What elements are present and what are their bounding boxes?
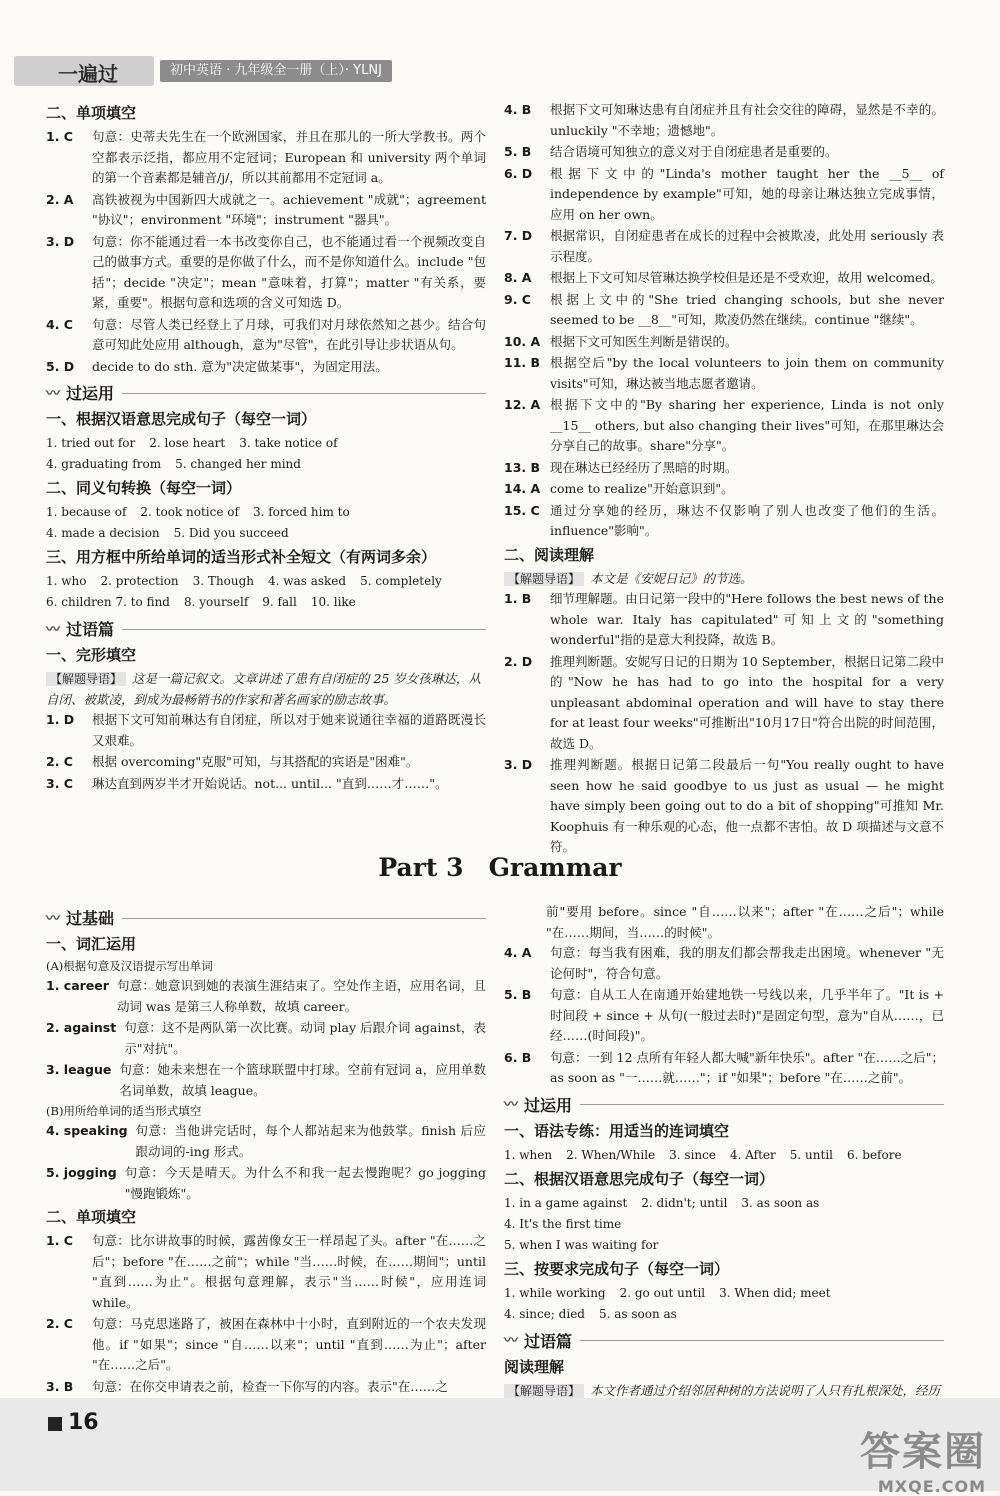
item-explanation: 根据空后"by the local volunteers to join them on community visits"可知，琳达被当地志愿者邀请。 [550, 355, 944, 391]
item-explanation: 句意：史蒂夫先生在一个欧洲国家，并且在那儿的一所大学教书。两个空都表示泛指，都应用不定冠词；European 和 university 两个单词的第一个音素都是辅音/j/，所以其前都用不定冠词 a。 [92, 129, 486, 185]
item-explanation: 句意：一到 12 点所有年轻人都大喊"新年快乐"。after "在……之后"；as soon as "一……就……"；if "如果"；before "在……之前"。 [550, 1049, 944, 1085]
item-number: 1. D [46, 712, 75, 727]
answer: 2. didn't; until [641, 1195, 728, 1210]
band-basics: 〰 过基础 [46, 906, 486, 929]
answer: 5. changed her mind [175, 457, 301, 471]
item-number: 2. D [504, 653, 533, 669]
section-title: 二、阅读理解 [504, 545, 595, 564]
answer-item [46, 1163, 486, 1204]
item-explanation: 根据上下文可知尽管琳达换学校但是还是不受欢迎，故用 welcomed。 [550, 270, 943, 285]
section-title: 三、用方框中所给单词的适当形式补全短文（有两词多余） [46, 548, 437, 566]
answer: 3. take notice of [239, 436, 338, 450]
item-explanation: 现在琳达已经经历了黑暗的时期。 [550, 459, 738, 475]
continued-text: 前"要用 before。since "自……以来"；after "在……之后"；while "在……期间，当……的时候"。 [546, 904, 944, 940]
answer-item [504, 1048, 944, 1089]
item-number: 2. against [46, 1020, 117, 1035]
answer: 3. since [669, 1147, 716, 1162]
answer-line [46, 502, 486, 523]
bl-b-list [46, 1121, 486, 1204]
answer-item [46, 1060, 486, 1101]
answer: 5. as soon as [598, 1306, 677, 1321]
answer-line [46, 433, 486, 454]
item-explanation: 根据 overcoming"克服"可知，与其搭配的宾语是"困难"。 [92, 754, 419, 769]
answer-item [46, 1018, 486, 1059]
answer-item [46, 1121, 486, 1162]
answer: 6. before [847, 1147, 902, 1162]
item-explanation: come to realize"开始意识到"。 [550, 481, 734, 496]
item-explanation: 句意：当他讲完话时，每个人都站起来为他鼓掌。finish 后应跟动词的-ing 形式。 [135, 1123, 486, 1159]
answer: 1. tried out for [46, 436, 136, 450]
tl-s2-answers [46, 433, 486, 475]
item-number: 14. A [504, 481, 541, 496]
section-title: 二、同义句转换（每空一词） [46, 479, 242, 497]
answer: 5. completely [360, 574, 442, 588]
item-explanation: 琳达直到两岁半才开始说话。not... until... "直到……才……"。 [92, 775, 448, 791]
answer: 3. When did; meet [719, 1285, 831, 1300]
item-number: 3. B [46, 1378, 74, 1394]
item-explanation: 句意：她意识到她的表演生涯结束了。空处作主语，应用名词，且动词 was 是第三人称单数，故填 career。 [116, 978, 486, 1014]
item-number: 10. A [504, 333, 541, 349]
item-number: 5. D [46, 358, 75, 374]
section-title: 三、按要求完成句子（每空一词） [504, 1259, 730, 1278]
answer-line [504, 1193, 944, 1235]
item-explanation: 根据下文可知琳达患有自闭症并且有社会交往的障碍，显然是不幸的。unluckily "不幸地；遗憾地"。 [550, 102, 944, 138]
answer-item [46, 710, 486, 751]
answer-item [504, 589, 944, 651]
item-explanation: 根据下文中的"By sharing her experience, Linda is not only __15__ others, but also changing their lives"可知，在那里琳达会分享自己的故事。share"分享"。 [550, 397, 944, 453]
answer: 4. was asked [268, 574, 347, 588]
tl-s3-answers [46, 502, 486, 544]
item-explanation: 句意：在你交申请表之前，检查一下你写的内容。表示"在……之 [92, 1378, 448, 1394]
item-explanation: decide to do sth. 意为"决定做某事"，为固定用法。 [92, 358, 388, 374]
wave-icon: 〰 [46, 910, 60, 927]
top-right-column [504, 100, 944, 859]
answer-item [504, 100, 944, 141]
answer-item [46, 1377, 486, 1398]
bl-a-list [46, 976, 486, 1101]
item-number: 13. B [504, 459, 541, 475]
wave-icon: 〰 [46, 385, 60, 402]
item-explanation: 句意：自从工人在南通开始建地铁一号线以来，几乎半年了。"It is + 时间段 + since + 从句(一般过去时)"是固定句型，意为"自从……，已经……(时间段)"。 [550, 987, 944, 1043]
answer: 1. when [504, 1147, 553, 1162]
answer: 4. After [729, 1147, 776, 1162]
item-number: 3. D [504, 757, 533, 772]
answer-line [504, 1304, 944, 1325]
item-number: 3. C [46, 775, 73, 791]
item-number: 9. C [504, 291, 531, 307]
item-explanation: 根据下文可知医生判断是错误的。 [550, 333, 738, 349]
item-explanation: 根据下文中的"Linda's mother taught her the __5__ of independence by example"可知，她的母亲让琳达独立完成事情，应用 on her own。 [550, 165, 944, 222]
answer-line [504, 1235, 944, 1256]
band-apply: 〰 过运用 [46, 381, 486, 404]
answer-item [46, 1314, 486, 1376]
book-title: 初中英语 · 九年级全一册（上）· YLNJ [160, 60, 392, 82]
answer-item [504, 479, 944, 500]
section-title: 一、词汇运用 [46, 935, 137, 953]
br-s1-answers [504, 1145, 944, 1166]
bl-s2-list [46, 1231, 486, 1397]
wave-icon: 〰 [46, 621, 60, 638]
item-explanation: 根据上文中的"She tried changing schools, but she never seemed to be __8__"可知，欺凌仍然在继续。continue "继续"。 [550, 291, 944, 327]
answer: 3. Though [192, 574, 255, 588]
item-explanation: 句意：马克思迷路了，被困在森林中十小时，直到附近的一个农夫发现他。if "如果"；since "自……以来"；until "直到……为止"；after "在……之后"。 [92, 1316, 486, 1372]
br-s2-answers [504, 1193, 944, 1256]
subsection-title: (A)根据句意及汉语提示写出单词 [46, 959, 213, 973]
band-apply: 〰 过运用 [504, 1093, 944, 1116]
item-explanation: 句意：这不是两队第一次比赛。动词 play 后跟介词 against，表示"对抗"。 [124, 1020, 486, 1056]
answer: 1. in a game against [504, 1195, 628, 1210]
tr-s2-list [504, 589, 944, 858]
answer-item [504, 268, 944, 289]
answer: 2. lose heart [149, 436, 226, 450]
answer-item [504, 226, 944, 267]
section-title: 一、完形填空 [46, 646, 137, 664]
item-explanation: 通过分享她的经历，琳达不仅影响了别人也改变了他们的生活。influence"影响"。 [550, 502, 944, 538]
answer-item [504, 395, 944, 457]
item-explanation: 根据常识，自闭症患者在成长的过程中会被欺凌，此处用 seriously 表示程度。 [550, 228, 944, 264]
watermark: 答案圈 MXQE.COM [860, 1429, 986, 1496]
answer: 2. When/While [566, 1147, 656, 1162]
guide-note: 【解题导语】 本文作者通过介绍邻居种树的方法说明了人只有扎根深处，经历 [504, 1381, 944, 1422]
answer: 2. took notice of [140, 505, 239, 519]
item-number: 8. A [504, 270, 532, 285]
answer-item [504, 501, 944, 542]
footer-bar [0, 1398, 1000, 1491]
wave-icon: 〰 [504, 1097, 518, 1113]
tl-s5-list [46, 710, 486, 794]
section-title: 二、根据汉语意思完成句子（每空一词） [504, 1169, 775, 1188]
answer-item [46, 357, 486, 378]
item-number: 6. B [504, 1049, 532, 1065]
item-explanation: 句意：你不能通过看一本书改变你自己，也不能通过看一个视频改变自己的做事方式。重要的是你做了什么，而不是你知道什么。include "包括"；decide "决定"；mean "意味着，打算"；matter "有关系，要紧，重要"。根据句意和选项的含义可知选 D。 [92, 233, 486, 310]
item-number: 3. league [46, 1062, 112, 1077]
item-explanation: 句意：她未来想在一个篮球联盟中打球。空前有冠词 a，应用单数名词单数，故填 league。 [119, 1062, 486, 1098]
answer-line [504, 1283, 944, 1304]
item-explanation: 根据下文可知前琳达有自闭症，所以对于她来说通往幸福的道路既漫长又艰难。 [92, 712, 486, 748]
section-title: 阅读理解 [504, 1357, 565, 1376]
answer-item [504, 943, 944, 984]
item-number: 2. C [46, 754, 73, 769]
item-number: 11. B [504, 355, 541, 370]
item-explanation: 句意：尽管人类已经登上了月球，可我们对月球依然知之甚少。结合句意可知此处应用 although，意为"尽管"，在此引导让步状语从句。 [92, 316, 486, 352]
item-number: 1. C [46, 129, 73, 144]
br-list [504, 943, 944, 1089]
item-explanation: 结合语境可知独立的意义对于自闭症患者是重要的。 [550, 144, 838, 159]
answer-item [504, 652, 944, 755]
answer-line [46, 592, 486, 613]
answer: 9. fall [262, 595, 297, 609]
answer: 3. as soon as [741, 1195, 820, 1210]
item-explanation: 推理判断题。根据日记第二段最后一句"You really ought to have seen how he said goodbye to us just as usual — he might have simply been going out to do a bit of shopping"可推知 Mr. Koophuis 有一种乐观的心态，他一点都不害怕。故 D 项描述与文意不符。 [550, 757, 944, 854]
item-number: 5. B [504, 144, 532, 159]
answer: 5. when I was waiting for [504, 1237, 659, 1252]
item-number: 15. C [504, 502, 540, 518]
item-number: 4. speaking [46, 1123, 128, 1138]
guide-note: 【解题导语】 本文是《安妮日记》的节选。 [504, 569, 944, 590]
answer-item [46, 774, 486, 795]
answer: 5. until [789, 1147, 833, 1162]
tr-list [504, 100, 944, 542]
answer-item [46, 127, 486, 189]
answer: 2. protection [100, 574, 179, 588]
wave-icon: 〰 [504, 1333, 518, 1349]
br-s3-answers [504, 1283, 944, 1325]
answer-item [504, 142, 944, 163]
answer-item [46, 752, 486, 773]
answer-line [46, 523, 486, 544]
item-explanation: 句意：每当我有困难，我的朋友们都会帮我走出困境。whenever "无论何时"，符合句意。 [550, 945, 944, 981]
answer: 4. It's the first time [504, 1216, 622, 1231]
answer: 5. Did you succeed [173, 526, 289, 540]
item-number: 1. B [504, 591, 532, 606]
item-number: 2. A [46, 191, 74, 207]
section-title: 一、根据汉语意思完成句子（每空一词） [46, 410, 317, 428]
answer-item [504, 290, 944, 331]
answer: 8. yourself [184, 595, 249, 609]
answer-item [46, 315, 486, 356]
item-number: 7. D [504, 228, 533, 243]
item-number: 4. A [504, 945, 532, 960]
answer-item [46, 1231, 486, 1313]
band-passage: 〰 过语篇 [46, 617, 486, 640]
answer: 4. made a decision [46, 526, 160, 540]
item-explanation: 细节理解题。由日记第一段中的"Here follows the best news of the whole war. Italy has capitulated"可知上文的"something wonderful"指的是意大利投降，故选 B。 [550, 591, 944, 647]
answer-line [504, 1145, 944, 1166]
item-number: 6. D [504, 165, 533, 181]
answer: 1. who [46, 574, 87, 588]
answer-line [46, 571, 486, 592]
page-number: 16 [68, 1410, 99, 1435]
tl-s4-answers [46, 571, 486, 613]
item-explanation: 句意：今天是晴天。为什么不和我一起去慢跑呢？go jogging "慢跑锻炼"。 [124, 1165, 486, 1201]
item-explanation: 句意：比尔讲故事的时候，露茜像女王一样昂起了头。after "在……之后"；before "在……之前"；while "当……时候，在……期间"；until "直到……为止"。根据句意理解，表示"当……时候"，应用连词 while。 [92, 1233, 486, 1310]
section-title: 二、单项填空 [46, 104, 137, 122]
item-number: 5. B [504, 987, 532, 1002]
item-explanation: 高铁被视为中国新四大成就之一。achievement "成就"；agreement "协议"；environment "环境"；instrument "器具"。 [92, 191, 486, 227]
item-number: 1. C [46, 1233, 73, 1248]
item-explanation: 推理判断题。安妮写日记的日期为 10 September，根据日记第二段中的"Now he has had to go into the hospital for a very unpleasant abdominal operation and will have to stay there for at least four weeks"可推断出"10月17日"符合出院的时间范围，故选 D。 [550, 653, 944, 751]
section-title: 一、语法专练：用适当的连词填空 [504, 1121, 730, 1140]
answer-item [504, 755, 944, 858]
answer: 4. since; died [504, 1306, 585, 1321]
answer-item [504, 985, 944, 1047]
bottom-right-column [504, 902, 944, 1422]
item-number: 4. B [504, 102, 532, 117]
answer: 1. because of [46, 505, 127, 519]
brand-logo: 一遍过 [58, 62, 118, 86]
answer: 4. graduating from [46, 457, 162, 471]
subsection-title: (B)用所给单词的适当形式填空 [46, 1104, 202, 1118]
answer: 6. children 7. to find [46, 595, 170, 609]
band-passage: 〰 过语篇 [504, 1329, 944, 1352]
answer-item [504, 353, 944, 394]
top-left-column [46, 100, 486, 795]
part-title: Part 3 Grammar [378, 853, 622, 882]
tl-s1-list [46, 127, 486, 377]
answer-item [504, 332, 944, 353]
bottom-left-column [46, 902, 486, 1398]
item-number: 4. C [46, 316, 73, 332]
item-number: 2. C [46, 1316, 73, 1331]
answer: 2. go out until [619, 1285, 706, 1300]
section-title: 二、单项填空 [46, 1208, 137, 1226]
guide-note: 【解题导语】 这是一篇记叙文。文章讲述了患有自闭症的 25 岁女孩琳达，从自闭、被欺凌，到成为最畅销书的作家和著名画家的励志故事。 [46, 671, 481, 707]
answer-item [46, 190, 486, 231]
answer: 10. like [310, 595, 356, 609]
answer: 1. while working [504, 1285, 606, 1300]
answer-item [504, 164, 944, 226]
answer-item [504, 458, 944, 479]
item-number: 1. career [46, 978, 109, 993]
answer-item [46, 232, 486, 314]
answer-line [46, 454, 486, 475]
answer-item [46, 976, 486, 1017]
item-number: 12. A [504, 397, 541, 412]
answer: 3. forced him to [252, 505, 350, 519]
item-number: 3. D [46, 233, 75, 249]
item-number: 5. jogging [46, 1165, 117, 1180]
page-marker-icon [48, 1417, 62, 1431]
